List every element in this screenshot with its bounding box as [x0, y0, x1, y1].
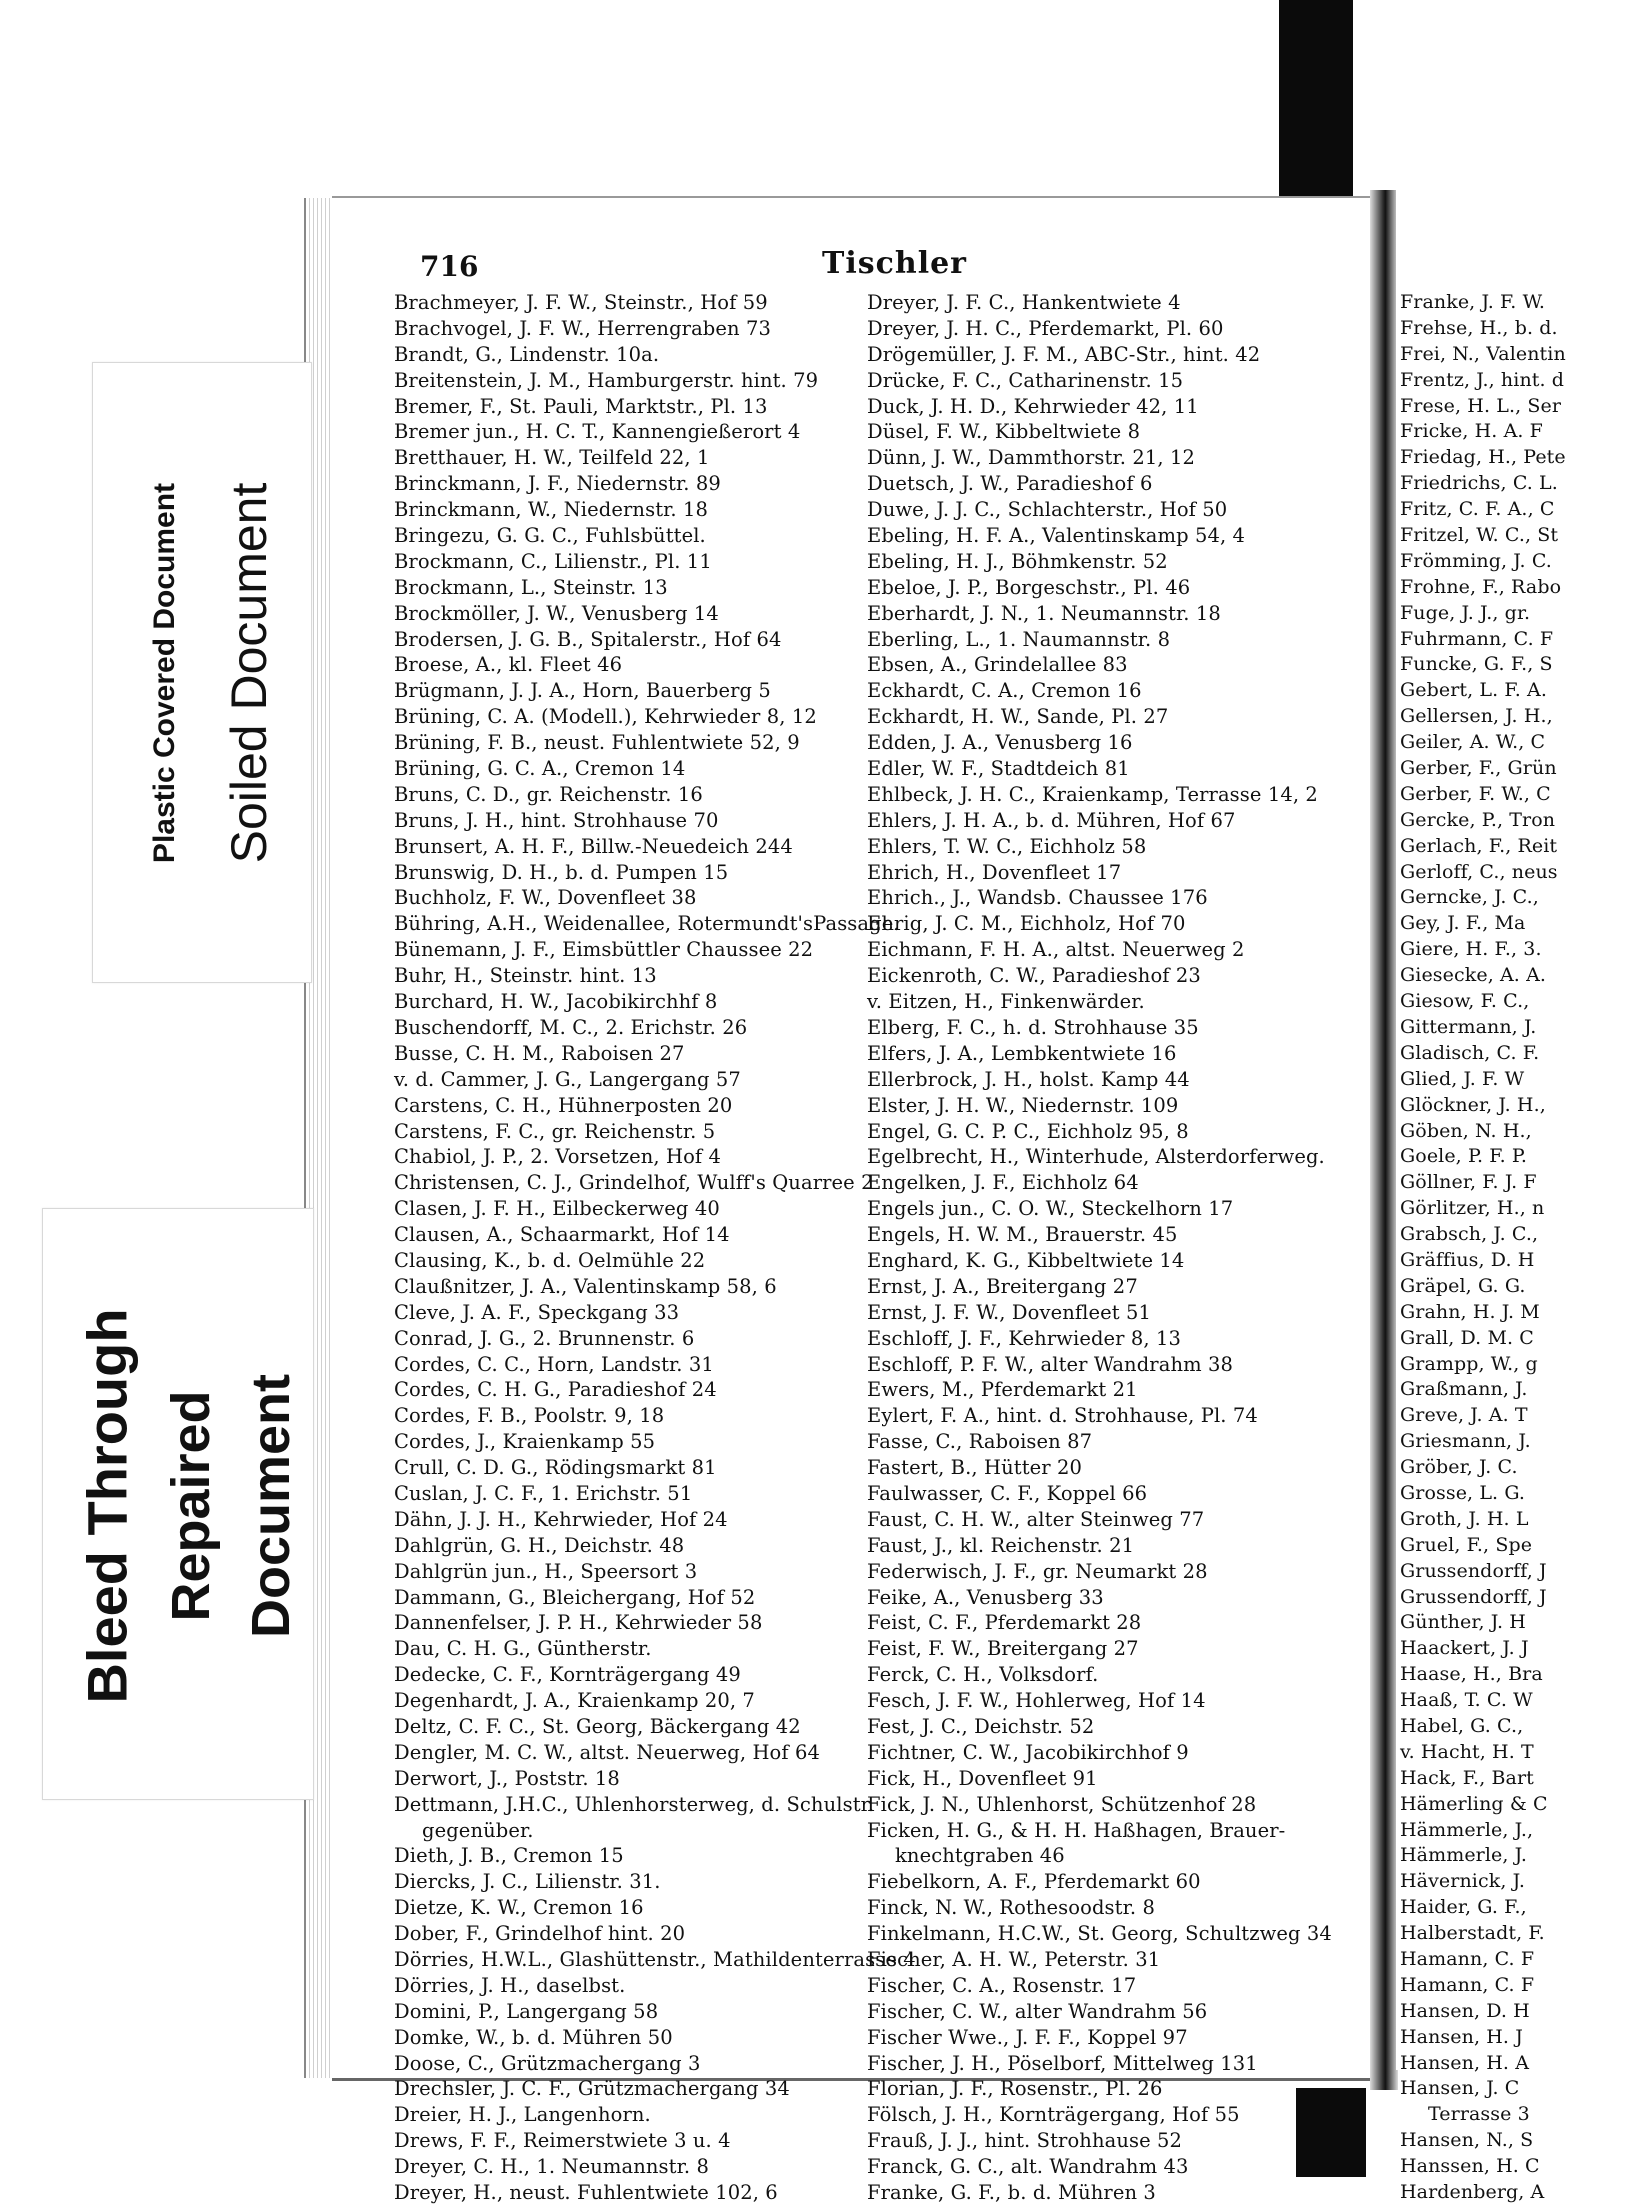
directory-entry: Franck, G. C., alt. Wandrahm 43 [867, 2155, 1189, 2179]
directory-entry: knechtgraben 46 [895, 1844, 1065, 1868]
directory-entry: Gladisch, C. F. [1400, 1041, 1540, 1064]
directory-entry: Brüning, G. C. A., Cremon 14 [394, 757, 686, 781]
directory-entry: Giesecke, A. A. [1400, 964, 1547, 987]
directory-entry: Brunswig, D. H., b. d. Pumpen 15 [394, 860, 729, 884]
directory-entry: Göben, N. H., [1400, 1119, 1532, 1142]
directory-entry: Ebeling, H. F. A., Valentinskamp 54, 4 [867, 524, 1246, 548]
directory-entry: Florian, J. F., Rosenstr., Pl. 26 [867, 2077, 1163, 2101]
directory-entry: Geiler, A. W., C [1400, 731, 1546, 754]
directory-entry: Fest, J. C., Deichstr. 52 [867, 1714, 1095, 1738]
directory-entry: Brockmann, C., Lilienstr., Pl. 11 [394, 549, 712, 573]
directory-entry: v. Eitzen, H., Finkenwärder. [867, 990, 1145, 1014]
directory-entry: Bremer, F., St. Pauli, Marktstr., Pl. 13 [394, 394, 768, 418]
directory-entry: Faust, C. H. W., alter Steinweg 77 [867, 1507, 1205, 1531]
directory-entry: Dahlgrün jun., H., Speersort 3 [394, 1559, 698, 1583]
directory-entry: Friedag, H., Pete [1400, 446, 1566, 469]
directory-entry: Hämmerle, J. [1400, 1844, 1528, 1867]
directory-entry: Giesow, F. C., [1400, 990, 1530, 1013]
directory-entry: Bruns, J. H., hint. Strohhause 70 [394, 808, 719, 832]
directory-entry: Funcke, G. F., S [1400, 653, 1553, 676]
directory-entry: Brachvogel, J. F. W., Herrengraben 73 [394, 316, 771, 340]
directory-entry: Feike, A., Venusberg 33 [867, 1585, 1104, 1609]
directory-entry: Ebeling, H. J., Böhmkenstr. 52 [867, 549, 1168, 573]
directory-entry: Fischer Wwe., J. F. F., Koppel 97 [867, 2025, 1188, 2049]
directory-entry: Brüning, F. B., neust. Fuhlentwiete 52, 9 [394, 731, 800, 755]
directory-entry: Gey, J. F., Ma [1400, 912, 1526, 935]
directory-entry: Eberhardt, J. N., 1. Neumannstr. 18 [867, 601, 1221, 625]
directory-entry: Fischer, A. H. W., Peterstr. 31 [867, 1948, 1161, 1971]
directory-entry: Gercke, P., Tron [1400, 808, 1556, 831]
directory-entry: v. Hacht, H. T [1400, 1740, 1534, 1763]
label-plastic-line-2: Soiled Document [221, 482, 277, 864]
directory-entry: Dreyer, J. F. C., Hankentwiete 4 [867, 291, 1181, 314]
directory-entry: Brunsert, A. H. F., Billw.-Neuedeich 244 [394, 834, 793, 858]
directory-entry: Glied, J. F. W [1400, 1067, 1525, 1090]
directory-entry: Ewers, M., Pferdemarkt 21 [867, 1378, 1138, 1402]
directory-entry: Egelbrecht, H., Winterhude, Alsterdorferweg. [867, 1145, 1325, 1169]
directory-entry: Gerncke, J. C., [1400, 886, 1539, 909]
directory-entry: Brandt, G., Lindenstr. 10a. [394, 342, 660, 366]
directory-entry: Gittermann, J. [1400, 1015, 1537, 1038]
column-left [394, 290, 936, 2206]
directory-entry: Gebert, L. F. A. [1400, 679, 1547, 702]
directory-entry: Finck, N. W., Rothesoodstr. 8 [867, 1896, 1155, 1920]
directory-entry: Fesch, J. F. W., Hohlerweg, Hof 14 [867, 1689, 1206, 1713]
label-bleed-line-1: Bleed Through [75, 1308, 139, 1704]
directory-entry: Drechsler, J. C. F., Grützmachergang 34 [394, 2077, 790, 2101]
directory-entry: Hansen, H. J [1400, 2025, 1523, 2048]
directory-entry: Graßmann, J. [1400, 1378, 1528, 1401]
directory-entry: Broese, A., kl. Fleet 46 [394, 653, 623, 677]
directory-entry: Eylert, F. A., hint. d. Strohhause, Pl. 74 [867, 1404, 1258, 1428]
directory-entry: Gerloff, C., neus [1400, 860, 1558, 883]
directory-entry: Deltz, C. F. C., St. Georg, Bäckergang 42 [394, 1714, 801, 1738]
directory-entry: Eschloff, P. F. W., alter Wandrahm 38 [867, 1352, 1234, 1376]
directory-entry: Ehlbeck, J. H. C., Kraienkamp, Terrasse 14, 2 [867, 782, 1318, 806]
directory-entry: Domini, P., Langergang 58 [394, 1999, 659, 2023]
directory-entry: Engelken, J. F., Eichholz 64 [867, 1171, 1139, 1195]
directory-entry: Breitenstein, J. M., Hamburgerstr. hint. 79 [394, 368, 819, 392]
directory-entry: Dau, C. H. G., Güntherstr. [394, 1637, 652, 1661]
directory-entry: Clausing, K., b. d. Oelmühle 22 [394, 1248, 706, 1272]
directory-entry: Cordes, C. H. G., Paradieshof 24 [394, 1378, 717, 1402]
directory-entry: Hävernick, J. [1400, 1870, 1525, 1893]
directory-entry: Bruns, C. D., gr. Reichenstr. 16 [394, 782, 703, 806]
directory-entry: Ehrich, H., Dovenfleet 17 [867, 860, 1122, 884]
directory-entry: Ernst, J. A., Breitergang 27 [867, 1274, 1138, 1298]
directory-entry: Dörries, J. H., daselbst. [394, 1973, 626, 1997]
book-gutter [1370, 190, 1398, 2090]
label-plastic-line-1: Plastic Covered Document [148, 482, 181, 864]
directory-entry: Dörries, H.W.L., Glashüttenstr., Mathildenterrasse 4 [394, 1948, 916, 1971]
directory-entry: Gruel, F., Spe [1400, 1533, 1533, 1556]
directory-entry: Carstens, F. C., gr. Reichenstr. 5 [394, 1119, 716, 1143]
directory-entry: Duck, J. H. D., Kehrwieder 42, 11 [867, 394, 1199, 418]
directory-entry: Dietze, K. W., Cremon 16 [394, 1896, 644, 1920]
directory-entry: Fischer, J. H., Pöselborf, Mittelweg 131 [867, 2051, 1258, 2075]
label-bleed-through [42, 1208, 314, 1800]
directory-entry: Engel, G. C. P. C., Eichholz 95, 8 [867, 1119, 1189, 1143]
directory-entry: Conrad, J. G., 2. Brunnenstr. 6 [394, 1326, 695, 1350]
directory-entry: Ehrich., J., Wandsb. Chaussee 176 [867, 886, 1208, 910]
directory-entry: Dreyer, C. H., 1. Neumannstr. 8 [394, 2155, 709, 2179]
directory-entry: Groth, J. H. L [1400, 1507, 1529, 1530]
directory-entry: Cuslan, J. C. F., 1. Erichstr. 51 [394, 1481, 693, 1505]
directory-entry: Duetsch, J. W., Paradieshof 6 [867, 472, 1153, 496]
directory-entry: Crull, C. D. G., Rödingsmarkt 81 [394, 1456, 717, 1480]
directory-entry: Gröber, J. C. [1400, 1456, 1518, 1479]
directory-entry: Hardenberg, A [1400, 2181, 1545, 2204]
directory-entry: Degenhardt, J. A., Kraienkamp 20, 7 [394, 1689, 755, 1713]
directory-entry: Dedecke, C. F., Kornträgergang 49 [394, 1663, 741, 1687]
binder-clip-top [1279, 0, 1353, 205]
directory-entry: Buhr, H., Steinstr. hint. 13 [394, 964, 657, 988]
directory-entry: Chabiol, J. P., 2. Vorsetzen, Hof 4 [394, 1145, 722, 1169]
directory-entry: Dähn, J. J. H., Kehrwieder, Hof 24 [394, 1507, 728, 1531]
directory-entry: Edden, J. A., Venusberg 16 [867, 731, 1133, 755]
directory-entry: Dammann, G., Bleichergang, Hof 52 [394, 1585, 756, 1609]
directory-entry: Goele, P. F. P. [1400, 1145, 1528, 1168]
directory-entry: Faulwasser, C. F., Koppel 66 [867, 1481, 1148, 1505]
directory-entry: Cordes, C. C., Horn, Landstr. 31 [394, 1352, 714, 1376]
directory-entry: Grampp, W., g [1400, 1352, 1538, 1375]
directory-entry: Clausen, A., Schaarmarkt, Hof 14 [394, 1223, 730, 1247]
directory-entry: Bringezu, G. G. C., Fuhlsbüttel. [394, 524, 706, 548]
directory-entry: Grahn, H. J. M [1400, 1300, 1540, 1323]
directory-entry: Ellerbrock, J. H., holst. Kamp 44 [867, 1067, 1190, 1091]
directory-entry: Feist, F. W., Breitergang 27 [867, 1637, 1139, 1661]
directory-entry: Ebeloe, J. P., Borgeschstr., Pl. 46 [867, 575, 1191, 599]
directory-entry: Dreier, H. J., Langenhorn. [394, 2103, 651, 2127]
directory-entry: Frohne, F., Rabo [1400, 575, 1562, 598]
directory-entry: Burchard, H. W., Jacobikirchhf 8 [394, 990, 718, 1014]
directory-entry: Bretthauer, H. W., Teilfeld 22, 1 [394, 446, 710, 470]
directory-entry: Fischer, C. W., alter Wandrahm 56 [867, 1999, 1208, 2023]
directory-entry: Faust, J., kl. Reichenstr. 21 [867, 1533, 1135, 1557]
directory-entry: Buschendorff, M. C., 2. Erichstr. 26 [394, 1015, 748, 1039]
directory-entry: Drews, F. F., Reimerstwiete 3 u. 4 [394, 2129, 731, 2153]
directory-entry: Hansen, D. H [1400, 1999, 1530, 2022]
directory-entry: Elfers, J. A., Lembkentwiete 16 [867, 1041, 1177, 1065]
directory-entry: Frauß, J. J., hint. Strohhause 52 [867, 2129, 1183, 2153]
directory-entry: Dünn, J. W., Dammthorstr. 21, 12 [867, 446, 1195, 470]
directory-entry: Gerber, F., Grün [1400, 757, 1557, 780]
directory-entry: Bremer jun., H. C. T., Kannengießerort 4 [394, 420, 801, 444]
directory-entry: Finkelmann, H.C.W., St. Georg, Schultzweg 34 [867, 1922, 1332, 1946]
directory-entry: Dieth, J. B., Cremon 15 [394, 1844, 624, 1868]
directory-entry: Fick, H., Dovenfleet 91 [867, 1766, 1098, 1790]
directory-entry: Frehse, H., b. d. [1400, 316, 1558, 339]
directory-entry: Ehlers, J. H. A., b. d. Mühren, Hof 67 [867, 808, 1236, 832]
directory-entry: Terrasse 3 [1428, 2103, 1530, 2126]
page-number: 716 [420, 250, 479, 283]
directory-entry: Bühring, A.H., Weidenallee, Rotermundt'sPassage. [394, 912, 900, 936]
directory-entry: Haider, G. F., [1400, 1896, 1527, 1919]
directory-entry: Claußnitzer, J. A., Valentinskamp 58, 6 [394, 1274, 777, 1298]
directory-entry: gegenüber. [422, 1818, 534, 1842]
open-book [304, 190, 1600, 2205]
directory-entry: Gellersen, J. H., [1400, 705, 1553, 728]
directory-entry: Eickenroth, C. W., Paradieshof 23 [867, 964, 1201, 988]
directory-entry: Gerlach, F., Reit [1400, 834, 1558, 857]
directory-entry: Giere, H. F., 3. [1400, 938, 1542, 961]
directory-entry: Cleve, J. A. F., Speckgang 33 [394, 1300, 680, 1324]
directory-entry: Glöckner, J. H., [1400, 1093, 1546, 1116]
directory-entry: Ernst, J. F. W., Dovenfleet 51 [867, 1300, 1152, 1324]
directory-entry: Grussendorff, J [1400, 1559, 1547, 1582]
directory-entry: Fritz, C. F. A., C [1400, 498, 1555, 521]
directory-entry: Friedrichs, C. L. [1400, 472, 1558, 495]
directory-entry: Drögemüller, J. F. M., ABC-Str., hint. 42 [867, 342, 1261, 366]
directory-entry: Fuge, J. J., gr. [1400, 601, 1531, 624]
directory-entry: Derwort, J., Poststr. 18 [394, 1766, 620, 1790]
directory-entry: Fiebelkorn, A. F., Pferdemarkt 60 [867, 1870, 1201, 1894]
directory-entry: Grussendorff, J [1400, 1585, 1547, 1608]
directory-entry: Dober, F., Grindelhof hint. 20 [394, 1922, 686, 1946]
directory-entry: Feist, C. F., Pferdemarkt 28 [867, 1611, 1142, 1635]
directory-entry: Cordes, F. B., Poolstr. 9, 18 [394, 1404, 665, 1428]
directory-entry: Griesmann, J. [1400, 1430, 1531, 1453]
directory-entry: Brüning, C. A. (Modell.), Kehrwieder 8, 12 [394, 705, 817, 729]
directory-entry: Günther, J. H [1400, 1611, 1526, 1634]
directory-entry: Bünemann, J. F., Eimsbüttler Chaussee 22 [394, 938, 814, 962]
directory-entry: Görlitzer, H., n [1400, 1197, 1545, 1220]
label-plastic-covered [92, 362, 312, 983]
directory-entry: Hanssen, H. C [1400, 2155, 1540, 2178]
directory-entry: Buchholz, F. W., Dovenfleet 38 [394, 886, 697, 910]
directory-entry: Hamann, C. F [1400, 1973, 1535, 1996]
column-right [867, 290, 1422, 2206]
directory-entry: Grabsch, J. C., [1400, 1223, 1539, 1246]
directory-entry: Düsel, F. W., Kibbeltwiete 8 [867, 420, 1141, 444]
directory-entry: Engels, H. W. M., Brauerstr. 45 [867, 1223, 1178, 1247]
directory-entry: Ehlers, T. W. C., Eichholz 58 [867, 834, 1147, 858]
directory-entry: Elster, J. H. W., Niedernstr. 109 [867, 1093, 1179, 1117]
directory-entry: Grosse, L. G. [1400, 1481, 1526, 1504]
directory-entry: Haaß, T. C. W [1400, 1689, 1533, 1712]
directory-entry: Dettmann, J.H.C., Uhlenhorsterweg, d. Schulstr. [394, 1792, 875, 1816]
column-next [1400, 290, 1640, 2206]
directory-entry: Brodersen, J. G. B., Spitalerstr., Hof 64 [394, 627, 782, 651]
directory-entry: Dannenfelser, J. P. H., Kehrwieder 58 [394, 1611, 763, 1635]
directory-page [332, 196, 1382, 2205]
directory-entry: Hämerling & C [1400, 1792, 1548, 1815]
page-title: Tischler [822, 246, 967, 281]
directory-entry: Ferck, C. H., Volksdorf. [867, 1663, 1099, 1687]
directory-entry: Hansen, J. C [1400, 2077, 1520, 2100]
directory-entry: Eckhardt, C. A., Cremon 16 [867, 679, 1142, 703]
directory-entry: Enghard, K. G., Kibbeltwiete 14 [867, 1248, 1185, 1272]
directory-entry: Hansen, N., S [1400, 2129, 1534, 2152]
directory-entry: Cordes, J., Kraienkamp 55 [394, 1430, 656, 1454]
label-bleed-line-2: Repaired [161, 1390, 221, 1622]
directory-entry: Ficken, H. G., & H. H. Haßhagen, Brauer- [867, 1818, 1286, 1842]
directory-entry: Halberstadt, F. [1400, 1922, 1545, 1945]
directory-entry: Fricke, H. A. F [1400, 420, 1543, 443]
directory-entry: Eckhardt, H. W., Sande, Pl. 27 [867, 705, 1169, 729]
directory-entry: Fichtner, C. W., Jacobikirchhof 9 [867, 1740, 1189, 1764]
directory-entry: Eichmann, F. H. A., altst. Neuerweg 2 [867, 938, 1245, 962]
directory-entry: Göllner, F. J. F [1400, 1171, 1537, 1194]
directory-entry: Engels jun., C. O. W., Steckelhorn 17 [867, 1197, 1234, 1221]
directory-entry: Carstens, C. H., Hühnerposten 20 [394, 1093, 733, 1117]
directory-entry: Greve, J. A. T [1400, 1404, 1528, 1427]
directory-entry: Dreyer, J. H. C., Pferdemarkt, Pl. 60 [867, 316, 1224, 340]
directory-entry: Brockmann, L., Steinstr. 13 [394, 575, 668, 599]
directory-entry: Doose, C., Grützmachergang 3 [394, 2051, 701, 2075]
directory-entry: Ebsen, A., Grindelallee 83 [867, 653, 1128, 677]
directory-entry: Haase, H., Bra [1400, 1663, 1543, 1686]
directory-entry: Duwe, J. J. C., Schlachterstr., Hof 50 [867, 498, 1228, 522]
directory-entry: Fasse, C., Raboisen 87 [867, 1430, 1093, 1454]
directory-entry: Haackert, J. J [1400, 1637, 1529, 1660]
adjacent-page [1396, 190, 1600, 2204]
directory-entry: Habel, G. C., [1400, 1714, 1524, 1737]
directory-entry: Frei, N., Valentin [1400, 342, 1566, 365]
directory-entry: Grall, D. M. C [1400, 1326, 1534, 1349]
directory-entry: Busse, C. H. M., Raboisen 27 [394, 1041, 685, 1065]
directory-entry: Eschloff, J. F., Kehrwieder 8, 13 [867, 1326, 1182, 1350]
directory-entry: Gräpel, G. G. [1400, 1274, 1526, 1297]
directory-entry: Gerber, F. W., C [1400, 782, 1551, 805]
directory-entry: Eberling, L., 1. Naumannstr. 8 [867, 627, 1171, 651]
directory-entry: Franke, G. F., b. d. Mühren 3 [867, 2181, 1156, 2205]
directory-entry: Clasen, J. F. H., Eilbeckerweg 40 [394, 1197, 720, 1221]
directory-entry: v. d. Cammer, J. G., Langergang 57 [394, 1067, 741, 1091]
directory-entry: Christensen, C. J., Grindelhof, Wulff's Quarree 2 [394, 1171, 874, 1195]
directory-entry: Dengler, M. C. W., altst. Neuerweg, Hof 64 [394, 1740, 821, 1764]
directory-entry: Diercks, J. C., Lilienstr. 31. [394, 1870, 661, 1894]
directory-entry: Frese, H. L., Ser [1400, 394, 1562, 417]
directory-entry: Brachmeyer, J. F. W., Steinstr., Hof 59 [394, 291, 768, 314]
directory-entry: Fölsch, J. H., Kornträgergang, Hof 55 [867, 2103, 1240, 2127]
directory-entry: Frentz, J., hint. d [1400, 368, 1565, 391]
directory-entry: Fritzel, W. C., St [1400, 524, 1559, 547]
directory-entry: Frömming, J. C. [1400, 549, 1552, 572]
directory-entry: Fastert, B., Hütter 20 [867, 1456, 1083, 1480]
directory-entry: Brügmann, J. J. A., Horn, Bauerberg 5 [394, 679, 771, 703]
directory-entry: Fuhrmann, C. F [1400, 627, 1554, 650]
directory-entry: Drücke, F. C., Catharinenstr. 15 [867, 368, 1184, 392]
directory-entry: Fischer, C. A., Rosenstr. 17 [867, 1973, 1137, 1997]
directory-entry: Hack, F., Bart [1400, 1766, 1534, 1789]
directory-entry: Ehrig, J. C. M., Eichholz, Hof 70 [867, 912, 1186, 936]
label-bleed-line-3: Document [241, 1373, 301, 1639]
directory-entry: Domke, W., b. d. Mühren 50 [394, 2025, 673, 2049]
directory-entry: Brockmöller, J. W., Venusberg 14 [394, 601, 719, 625]
directory-entry: Elberg, F. C., h. d. Strohhause 35 [867, 1015, 1199, 1039]
directory-entry: Brinckmann, J. F., Niedernstr. 89 [394, 472, 721, 496]
directory-entry: Dreyer, H., neust. Fuhlentwiete 102, 6 [394, 2181, 778, 2205]
directory-entry: Gräffius, D. H [1400, 1248, 1535, 1271]
directory-entry: Edler, W. F., Stadtdeich 81 [867, 757, 1130, 781]
directory-entry: Dahlgrün, G. H., Deichstr. 48 [394, 1533, 685, 1557]
directory-entry: Hansen, H. A [1400, 2051, 1530, 2074]
directory-entry: Fick, J. N., Uhlenhorst, Schützenhof 28 [867, 1792, 1257, 1816]
directory-entry: Federwisch, J. F., gr. Neumarkt 28 [867, 1559, 1208, 1583]
directory-entry: Hamann, C. F [1400, 1948, 1535, 1970]
directory-entry: Brinckmann, W., Niedernstr. 18 [394, 498, 709, 522]
directory-entry: Franke, J. F. W. [1400, 291, 1546, 313]
directory-entry: Hämmerle, J., [1400, 1818, 1534, 1841]
